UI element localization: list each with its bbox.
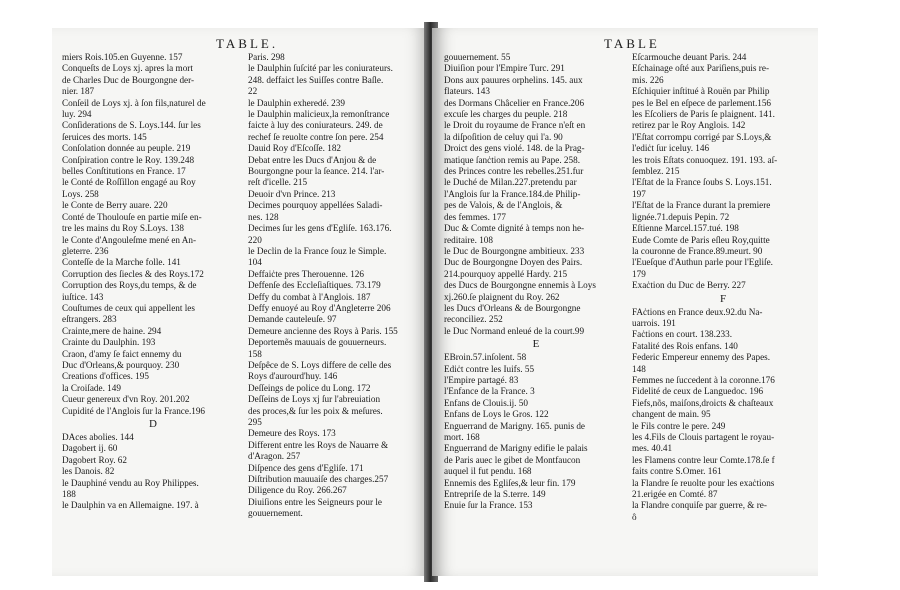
index-entry-line: 158 bbox=[248, 348, 262, 359]
index-entry-line: 188 bbox=[62, 489, 76, 500]
index-entry-line: des Princes contre les rebelles.251.fur bbox=[444, 166, 584, 177]
index-entry-line: Bourgongne pour la ſeance. 214. l'ar- bbox=[248, 166, 385, 177]
index-entry-line: Paris. 298 bbox=[248, 52, 285, 62]
index-entry-line: reconciliez. 252 bbox=[444, 314, 503, 325]
index-entry-line: Crainte du Daulphin. 193 bbox=[62, 337, 156, 348]
index-entry-line: 179 bbox=[632, 268, 646, 279]
index-entry-line: 214.pourquoy appellé Hardy. 215 bbox=[444, 268, 568, 279]
index-entry-line: Deffaiċte pres Therouenne. 126 bbox=[248, 268, 364, 279]
index-entry-line: ſeruices des morts. 145 bbox=[62, 131, 147, 142]
index-entry-line: uarrois. 191 bbox=[632, 317, 676, 328]
left-page bbox=[52, 28, 428, 576]
index-entry-line: l'Empire partagé. 83 bbox=[444, 374, 519, 385]
index-entry-line: Demande cauteleuſe. 97 bbox=[248, 314, 337, 325]
index-entry-line: les 4.Fils de Clouis partagent le royau- bbox=[632, 432, 775, 442]
index-entry-line: mort. 168 bbox=[444, 432, 480, 442]
index-entry-line: des femmes. 177 bbox=[444, 211, 507, 222]
index-entry-line: Loys. 258 bbox=[62, 188, 99, 199]
index-entry-line: le Daulphin malicieux,la remonſtrance bbox=[248, 109, 390, 120]
index-entry-line: la diſpoſition de celuy qui l'a. 90 bbox=[444, 131, 563, 142]
index-entry-line: belles Conſtitutions en France. 17 bbox=[62, 166, 186, 177]
index-entry-line: Deffenſe des Eccleſiaſtiques. 73.179 bbox=[248, 280, 381, 291]
index-entry-line: Eude Comte de Paris eſleu Roy,quitte bbox=[632, 234, 770, 245]
index-entry-line: Droict des gens violé. 148. de la Prag- bbox=[444, 143, 585, 154]
index-entry-line: 22 bbox=[248, 86, 258, 97]
index-entry-line: Ennemis des Egliſes,& leur fin. 179 bbox=[444, 477, 576, 488]
index-entry-line: Deſſeings de police du Long. 172 bbox=[248, 382, 371, 393]
index-entry-line: 295 bbox=[248, 417, 262, 427]
index-entry-line: le Fils contre le pere. 249 bbox=[632, 420, 726, 431]
index-entry-line: 21.erigée en Comté. 87 bbox=[632, 489, 718, 500]
index-entry-line: l'Eſtat de la France ſoubs S. Loys.151. bbox=[632, 177, 772, 188]
index-entry-line: excuſe les charges du peuple. 218 bbox=[444, 109, 568, 120]
index-entry-line: la Flandre conquiſe par guerre, & re- bbox=[632, 500, 767, 511]
index-entry-line: le Conté de Roſſillon engagé au Roy bbox=[62, 177, 196, 188]
right-page bbox=[432, 28, 818, 576]
index-entry-line: Dons aux pauures orphelins. 145. aux bbox=[444, 74, 583, 85]
index-entry-line: Fidelité de ceux de Languedoc. 196 bbox=[632, 386, 764, 397]
index-entry-line: Deſſeins de Loys xj ſur l'abreuiation bbox=[248, 394, 381, 405]
index-entry-line: Cueur genereux d'vn Roy. 201.202 bbox=[62, 394, 190, 405]
index-entry-line: EBroin.57.inſolent. 58 bbox=[444, 352, 527, 363]
index-section-letter: F bbox=[719, 292, 727, 305]
index-entry-line: de Charles Duc de Bourgongne der- bbox=[62, 74, 195, 85]
index-entry-line: l'Anglois ſur la France.184.de Philip- bbox=[444, 188, 581, 199]
right-page-column-1 bbox=[444, 52, 628, 512]
index-entry-line: Crainte,mere de haine. 294 bbox=[62, 325, 162, 336]
index-entry-line: Roys d'aurourd'huy. 146 bbox=[248, 371, 338, 382]
index-entry-line: mes. 40.41 bbox=[632, 443, 673, 454]
index-entry-line: Conté de Thoulouſe en partie miſe en- bbox=[62, 211, 202, 222]
index-entry-line: le Droit du royaume de France n'eſt en bbox=[444, 120, 586, 131]
index-entry-line: changent de main. 95 bbox=[632, 409, 711, 420]
index-entry-line: Eſchainage oſté aux Pariſiens,puis re- bbox=[632, 63, 770, 74]
index-entry-line: Eſcarmouche deuant Paris. 244 bbox=[632, 52, 747, 62]
index-entry-line: miers Rois.105.en Guyenne. 157 bbox=[62, 52, 183, 62]
index-entry-line: 148 bbox=[632, 363, 646, 374]
left-page-column-1 bbox=[62, 52, 244, 512]
left-page-column-2 bbox=[248, 52, 424, 520]
index-entry-line: faits contre S.Omer. 161 bbox=[632, 466, 722, 477]
left-page-header: TABLE. bbox=[216, 36, 279, 51]
index-entry-line: Enguerrand de Marigny edifie le palais bbox=[444, 443, 588, 454]
index-entry-line: l'Enfance de la France. 3 bbox=[444, 386, 535, 397]
index-entry-line: iuſtice. 143 bbox=[62, 291, 104, 302]
index-entry-line: nes. 128 bbox=[248, 211, 279, 222]
index-entry-line: des proces,& ſur les poix & meſures. bbox=[248, 405, 383, 416]
index-entry-line: flateurs. 143 bbox=[444, 86, 490, 97]
index-entry-line: Conſolation donnée au peuple. 219 bbox=[62, 143, 191, 154]
index-entry-line: Dagobert Roy. 62 bbox=[62, 454, 127, 465]
index-entry-line: Dagobert ij. 60 bbox=[62, 443, 118, 454]
index-entry-line: le Duché de Milan.227.pretendu par bbox=[444, 177, 577, 188]
index-entry-line: Different entre les Roys de Nauarre & bbox=[248, 439, 389, 450]
index-entry-line: matique ſanċtion remis au Pape. 258. bbox=[444, 154, 580, 165]
index-entry-line: Diſpence des gens d'Egliſe. 171 bbox=[248, 462, 364, 473]
index-section-letter: D bbox=[149, 418, 157, 430]
index-entry-line: Ediċt contre les Iuifs. 55 bbox=[444, 363, 535, 374]
index-entry-line: le Dauphiné vendu au Roy Philippes. bbox=[62, 477, 199, 488]
index-entry-line: Demeure ancienne des Roys à Paris. 155 bbox=[248, 325, 398, 336]
index-entry-line: les Ducs d'Orleans & de Bourgongne bbox=[444, 302, 581, 313]
index-entry-line: Deportemẽs mauuais de gouuerneurs. bbox=[248, 337, 387, 348]
index-entry-line: le Duc de Bourgongne ambitieux. 233 bbox=[444, 245, 585, 256]
index-entry-line: le Conte de Berry auare. 220 bbox=[62, 200, 168, 211]
index-entry-line: les trois Eſtats conuoquez. 191. 193. aſ- bbox=[632, 154, 778, 165]
index-entry-line: Conſpiration contre le Roy. 139.248 bbox=[62, 154, 195, 165]
index-entry-line: de Paris auec le gibet de Montfaucon bbox=[444, 454, 581, 465]
index-entry-line: les Eſcoliers de Paris ſe plaignent. 141. bbox=[632, 109, 775, 120]
index-entry-line: Duc d'Orleans,& pourquoy. 230 bbox=[62, 359, 180, 370]
index-entry-line: 197 bbox=[632, 188, 646, 199]
index-entry-line: faicte à luy des coniurateurs. 249. de bbox=[248, 120, 383, 131]
index-entry-line: le Daulphin va en Allemaigne. 197. à bbox=[62, 500, 199, 511]
index-entry-line: Craon, d'amy ſe faict ennemy du bbox=[62, 348, 182, 359]
index-entry-line: Corruption des ſiecles & des Roys.172 bbox=[62, 268, 204, 279]
index-entry-line: Eſtienne Marcel.157.tué. 198 bbox=[632, 223, 739, 234]
index-entry-line: Faċtions en court. 138.233. bbox=[632, 329, 733, 340]
index-entry-line: Diligence du Roy. 266.267 bbox=[248, 485, 347, 496]
index-entry-line: la Croiſade. 149 bbox=[62, 382, 121, 393]
index-entry-line: gouuernement. 55 bbox=[444, 52, 511, 62]
index-entry-line: Conteſſe de la Marche folle. 141 bbox=[62, 257, 181, 268]
index-entry-line: Couſtumes de ceux qui appellent les bbox=[62, 302, 195, 313]
index-entry-line: le Duc Normand enleué de la court.99 bbox=[444, 325, 585, 336]
index-entry-line: Deffy du combat à l'Anglois. 187 bbox=[248, 291, 371, 302]
index-entry-line: nier. 187 bbox=[62, 86, 95, 97]
index-entry-line: lignée.71.depuis Pepin. 72 bbox=[632, 211, 730, 222]
index-entry-line: ſemblez. 215 bbox=[632, 166, 680, 177]
index-entry-line: Debat entre les Ducs d'Anjou & de bbox=[248, 154, 377, 165]
index-entry-line: 104 bbox=[248, 257, 262, 268]
index-entry-line: Diuiſions entre les Seigneurs pour le bbox=[248, 496, 382, 507]
index-entry-line: Enfans de Loys le Gros. 122 bbox=[444, 409, 549, 420]
index-entry-line: d'Aragon. 257 bbox=[248, 451, 301, 462]
index-entry-line: Conſeil de Loys xj. à ſon fils,naturel de bbox=[62, 97, 206, 108]
index-entry-line: reditaire. 108 bbox=[444, 234, 493, 245]
index-entry-line: le Daulphin exheredé. 239 bbox=[248, 97, 345, 108]
index-entry-line: Entrepriſe de la S.terre. 149 bbox=[444, 489, 546, 500]
index-entry-line: luy. 294 bbox=[62, 109, 92, 120]
index-entry-line: Conqueſts de Loys xj. apres la mort bbox=[62, 63, 193, 74]
index-entry-line: Diuiſion pour l'Empire Turc. 291 bbox=[444, 63, 565, 74]
index-entry-line: eſtrangers. 283 bbox=[62, 314, 117, 325]
index-entry-line: mis. 226 bbox=[632, 74, 664, 85]
index-entry-line: les Flamens contre leur Comte.178.ſe f bbox=[632, 454, 775, 465]
right-page-header: TABLE bbox=[604, 36, 660, 51]
index-entry-line: gouuernement. bbox=[248, 508, 303, 519]
index-entry-line: Deffy enuoyé au Roy d'Angleterre 206 bbox=[248, 302, 391, 313]
index-entry-line: le Declin de la France ſouz le Simple. bbox=[248, 245, 387, 256]
index-entry-line: Enfans de Clouis.ij. 50 bbox=[444, 397, 528, 408]
index-entry-line: tre les mains du Roy S.Loys. 138 bbox=[62, 223, 184, 234]
index-entry-line: Cupidité de l'Anglois ſur la France.196 bbox=[62, 405, 206, 416]
right-page-column-2 bbox=[632, 52, 814, 523]
index-entry-line: 248. deffaict les Suiſſes contre Baſle. bbox=[248, 74, 384, 85]
index-entry-line: ô bbox=[632, 511, 637, 522]
index-entry-line: Deuoir d'vn Prince. 213 bbox=[248, 188, 336, 199]
index-entry-line: Conſiderations de S. Loys.144. ſur les bbox=[62, 120, 201, 131]
index-entry-line: l'ediċt ſur iceluy. 146 bbox=[632, 143, 710, 154]
index-entry-line: des Dormans Châcelier en France.206 bbox=[444, 97, 585, 108]
index-entry-line: des Ducs de Bourgongne ennemis à Loys bbox=[444, 280, 596, 291]
index-entry-line: Duc & Comte dignité à temps non he- bbox=[444, 223, 585, 234]
index-entry-line: Dauid Roy d'Eſcoſſe. 182 bbox=[248, 143, 342, 154]
index-entry-line: DAces abolies. 144 bbox=[62, 432, 134, 442]
index-entry-line: retirez par le Roy Anglois. 142 bbox=[632, 120, 746, 131]
index-entry-line: Duc de Bourgongne Doyen des Pairs. bbox=[444, 257, 583, 268]
index-entry-line: l'Eueſque d'Authun parle pour l'Egliſe. bbox=[632, 257, 773, 268]
index-entry-line: gleterre. 236 bbox=[62, 245, 109, 256]
index-entry-line: pes le Bel en eſpece de parlement.156 bbox=[632, 97, 772, 108]
index-entry-line: la Flandre ſe reuolte pour les exaċtions bbox=[632, 477, 775, 488]
index-entry-line: Federic Empereur ennemy des Papes. bbox=[632, 352, 771, 363]
index-entry-line: Eſchiquier inſtitué à Rouën par Philip bbox=[632, 86, 770, 97]
index-entry-line: Corruption des Roys,du temps, & de bbox=[62, 280, 197, 291]
index-entry-line: l'Eſtat corrompu corrigé par S.Loys,& bbox=[632, 131, 772, 142]
index-entry-line: Deſpêce de S. Loys differe de celle des bbox=[248, 359, 392, 370]
index-entry-line: la couronne de France.89.meurt. 90 bbox=[632, 245, 763, 256]
index-entry-line: Fiefs,nõs, maiſons,droicts & chaſteaux bbox=[632, 397, 774, 408]
index-entry-line: Enguerrand de Marigny. 165. punis de bbox=[444, 420, 586, 431]
index-entry-line: Femmes ne ſuccedent à la coronne.176 bbox=[632, 374, 775, 385]
index-entry-line: Decimes pourquoy appellées Saladi- bbox=[248, 200, 383, 211]
index-entry-line: Fatalité des Rois enfans. 140 bbox=[632, 340, 738, 351]
index-entry-line: rechef ſe reuolte contre ſon pere. 254 bbox=[248, 131, 384, 142]
index-entry-line: Decimes ſur les gens d'Egliſe. 163.176. bbox=[248, 223, 392, 234]
index-entry-line: FAċtions en France deux.92.du Na- bbox=[632, 306, 763, 317]
index-entry-line: l'Eſtat de la France durant la premiere bbox=[632, 200, 771, 211]
index-entry-line: xj.260.ſe plaignent du Roy. 262 bbox=[444, 291, 560, 302]
index-entry-line: Creations d'offices. 195 bbox=[62, 371, 149, 382]
index-entry-line: 220 bbox=[248, 234, 262, 245]
index-entry-line: Diſtribution mauuaiſe des charges.257 bbox=[248, 474, 389, 485]
index-entry-line: Demeure des Roys. 173 bbox=[248, 428, 336, 439]
index-entry-line: les Danois. 82 bbox=[62, 466, 115, 477]
index-entry-line: le Conte d'Angouleſme mené en An- bbox=[62, 234, 197, 245]
index-entry-line: Enuie ſur la France. 153 bbox=[444, 500, 533, 511]
index-entry-line: Exaċtion du Duc de Berry. 227 bbox=[632, 280, 746, 291]
index-section-letter: E bbox=[532, 338, 540, 351]
index-entry-line: pes de Valois, & de l'Anglois, & bbox=[444, 200, 563, 211]
index-entry-line: le Daulphin ſuſcité par les coniurateurs. bbox=[248, 63, 393, 74]
index-entry-line: reſt d'icelle. 215 bbox=[248, 177, 308, 188]
index-entry-line: auquel il fut pendu. 168 bbox=[444, 466, 532, 477]
